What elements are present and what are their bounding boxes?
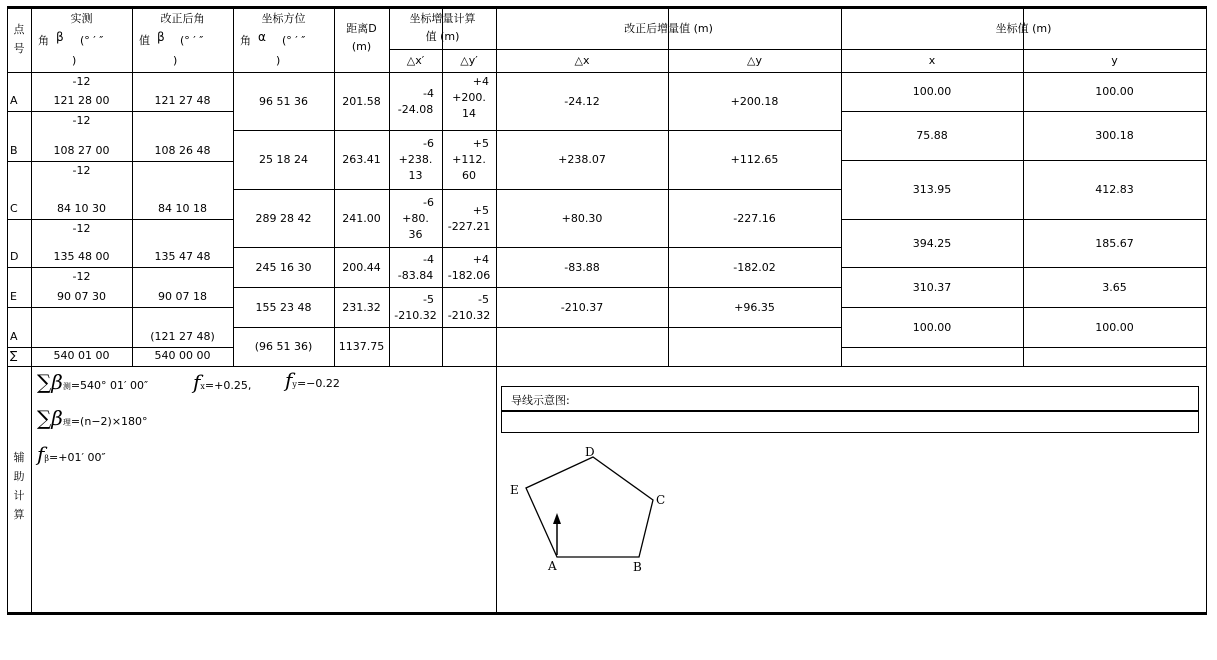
azimuth-header: 角 <box>240 34 251 47</box>
dx-prime-correction: -6 <box>423 195 434 209</box>
coordinate-x-value: 394.25 <box>912 236 952 250</box>
dy-prime-correction: +4 <box>472 252 489 266</box>
measured-angle-correction: -12 <box>72 270 91 283</box>
coordinate-x-value: 75.88 <box>916 129 948 142</box>
dy-header: △y <box>747 54 762 67</box>
coordinate-row-line <box>841 307 1206 308</box>
dx-prime-correction: -6 <box>423 137 434 150</box>
aux-calc-label: 辅助计算 <box>13 451 25 521</box>
point-label: C <box>10 202 18 215</box>
diagram-vertex-label: D <box>585 445 595 459</box>
leg-row-line <box>233 287 841 288</box>
dy-prime-value: -182.06 <box>447 268 491 282</box>
azimuth-value: 25 18 24 <box>259 153 308 166</box>
corrected-angle-value: (121 27 48) <box>150 330 215 343</box>
dy-prime-correction: +5 <box>472 203 489 217</box>
distance-value: 263.41 <box>342 153 381 166</box>
dy-prime-value: 60 <box>462 169 476 182</box>
distance-value: 201.58 <box>342 94 381 108</box>
corrected-dx-value: -210.37 <box>560 300 604 314</box>
diagram-vertex-label: A <box>548 559 557 573</box>
azimuth-header-unit: (° ′ ″ <box>282 34 306 47</box>
coordinate-row-line <box>841 160 1206 161</box>
table-left-border <box>7 6 8 615</box>
measured-angle-value: 90 07 30 <box>57 290 106 303</box>
diagram-title-box-lower <box>501 412 1199 433</box>
y-header: y <box>1111 54 1118 67</box>
distance-header: 距离D <box>346 22 377 35</box>
coordinates-header: 坐标值 (m) <box>995 22 1052 35</box>
dx-header: △x <box>574 54 590 67</box>
azimuth-value: 289 28 42 <box>255 211 312 225</box>
measured-angle-header-unit: (° ′ ″ <box>80 34 104 47</box>
measured-angle-header: 实测 <box>70 12 93 25</box>
dx-prime-value: -210.32 <box>394 308 437 322</box>
measured-angle-header-beta: β <box>56 30 64 44</box>
corrected-angle-header: 值 <box>139 34 150 47</box>
coordinate-x-value: 100.00 <box>912 320 952 334</box>
azimuth-value: (96 51 36) <box>254 340 313 353</box>
distance-value: 231.32 <box>342 300 381 314</box>
north-arrow-head <box>553 513 561 524</box>
traverse-diagram <box>496 440 696 660</box>
coordinate-row-line <box>841 267 1206 268</box>
corrected-dy-value: -182.02 <box>733 260 776 274</box>
point-label: E <box>10 290 17 303</box>
increment-calc-header: 坐标增量计算 <box>409 12 476 25</box>
point-label: A <box>10 330 18 343</box>
measured-angle-correction: -12 <box>72 222 91 235</box>
distance-value: 1137.75 <box>338 340 385 353</box>
dx-prime-correction: -5 <box>423 292 434 306</box>
dy-prime-value: -210.32 <box>447 308 491 322</box>
coordinate-x-value: 310.37 <box>912 280 952 294</box>
measured-angle-sum: 540 01 00 <box>53 349 110 362</box>
dx-prime-correction: -4 <box>423 252 434 266</box>
measured-angle-correction: -12 <box>72 114 91 127</box>
column-line <box>31 6 32 367</box>
corrected-angle-sum: 540 00 00 <box>154 349 211 362</box>
corrected-angle-value: 90 07 18 <box>158 290 207 303</box>
leg-row-line <box>233 130 841 131</box>
point-label: A <box>10 94 18 107</box>
corrected-angle-header-unit: ) <box>173 54 178 67</box>
dy-prime-value: +200. <box>452 91 486 104</box>
corrected-dx-value: +80.30 <box>561 211 603 225</box>
corrected-angle-header: 改正后角 <box>160 12 205 25</box>
leg-row-line <box>233 189 841 190</box>
corrected-angle-header-beta: β <box>157 30 165 44</box>
x-header: x <box>928 54 936 67</box>
azimuth-value: 96 51 36 <box>259 94 308 108</box>
coordinate-y-value: 412.83 <box>1095 183 1134 196</box>
coordinate-y-value: 300.18 <box>1095 129 1134 142</box>
coordinate-y-value: 100.00 <box>1095 320 1134 334</box>
measured-angle-correction: -12 <box>72 164 91 177</box>
coordinate-row-line <box>841 111 1206 112</box>
azimuth-header-unit: ) <box>276 54 281 67</box>
coordinate-row-line <box>841 347 1206 348</box>
distance-header-unit: (m) <box>351 40 372 53</box>
coordinate-row-line <box>841 219 1206 220</box>
leg-row-line <box>233 327 841 328</box>
table-section-divider <box>7 366 1206 367</box>
increment-calc-header-unit: 值 (m) <box>425 30 460 43</box>
distance-value: 241.00 <box>342 211 381 225</box>
angle-row-line <box>7 307 233 308</box>
formula-fy: fy=−0.22 <box>285 368 340 392</box>
angle-row-line <box>7 219 233 220</box>
corrected-dy-value: -227.16 <box>733 211 776 225</box>
azimuth-value: 155 23 48 <box>255 300 312 314</box>
distance-value: 200.44 <box>342 260 381 274</box>
azimuth-header: 坐标方位 <box>261 12 306 25</box>
measured-angle-header-unit: ) <box>72 54 77 67</box>
header-bottom-line <box>7 72 1206 73</box>
dx-prime-value: 36 <box>408 227 423 241</box>
corrected-angle-value: 108 26 48 <box>154 144 211 157</box>
dy-prime-header: △y′ <box>460 54 478 67</box>
dx-prime-value: -24.08 <box>397 103 434 116</box>
table-right-border <box>1206 6 1207 615</box>
diagram-title: 导线示意图: <box>511 394 570 407</box>
coordinate-y-value: 100.00 <box>1095 85 1134 98</box>
dy-prime-value: 14 <box>462 107 476 120</box>
angle-row-line <box>7 161 233 162</box>
angle-row-line <box>7 267 233 268</box>
point-label: B <box>10 144 18 157</box>
aux-label-divider <box>31 366 32 614</box>
azimuth-header-alpha: α <box>258 30 266 44</box>
corrected-angle-header-unit: (° ′ ″ <box>180 34 204 47</box>
dx-prime-value: +238. <box>398 153 433 166</box>
measured-angle-value: 121 28 00 <box>53 94 110 107</box>
measured-angle-value: 108 27 00 <box>53 144 110 157</box>
measured-angle-header: 角 <box>38 34 49 47</box>
corrected-angle-value: 135 47 48 <box>154 250 211 263</box>
diagram-vertex-label: C <box>656 493 666 507</box>
dy-prime-correction: -5 <box>478 292 489 306</box>
dy-prime-value: +112. <box>452 153 486 166</box>
dy-prime-correction: +5 <box>472 137 489 150</box>
point-label: D <box>10 250 19 263</box>
corrected-increment-header: 改正后增量值 (m) <box>624 22 713 35</box>
coordinate-y-value: 3.65 <box>1102 280 1127 294</box>
corrected-dy-value: +112.65 <box>730 153 779 166</box>
coordinate-x-value: 100.00 <box>912 85 952 98</box>
coordinate-x-value: 313.95 <box>912 183 952 196</box>
formula-f-beta: fβ=+01′ 00″ <box>37 442 106 466</box>
table-top-border <box>7 6 1206 9</box>
point-header: 点号 <box>13 23 25 55</box>
measured-angle-correction: -12 <box>72 75 91 88</box>
formula-sum-beta-theory: ∑β理=(n−2)×180° <box>37 406 148 430</box>
dx-prime-correction: -4 <box>423 87 434 100</box>
corrected-angle-value: 121 27 48 <box>154 94 211 107</box>
angle-row-line <box>7 111 233 112</box>
corrected-dy-value: +200.18 <box>730 94 779 108</box>
traverse-polygon <box>526 457 653 557</box>
dx-prime-header: △x′ <box>406 54 425 67</box>
diagram-vertex-label: B <box>633 560 642 574</box>
corrected-dx-value: -83.88 <box>564 260 600 274</box>
measured-angle-value: 135 48 00 <box>53 250 110 263</box>
azimuth-value: 245 16 30 <box>255 260 312 274</box>
diagram-vertex-label: E <box>510 483 519 497</box>
dy-prime-correction: +4 <box>472 75 489 88</box>
measured-angle-value: 84 10 30 <box>57 202 106 215</box>
corrected-dx-value: -24.12 <box>564 94 600 108</box>
column-line <box>132 6 133 367</box>
corrected-angle-value: 84 10 18 <box>158 202 207 215</box>
formula-fx: fx=+0.25, <box>193 370 252 394</box>
corrected-dx-value: +238.07 <box>558 153 606 166</box>
point-label: ∑ <box>10 349 18 362</box>
leg-row-line <box>233 247 841 248</box>
coordinate-y-value: 185.67 <box>1095 236 1134 250</box>
angle-row-line <box>7 347 233 348</box>
formula-sum-beta-measured: ∑β测=540° 01′ 00″ <box>37 370 149 394</box>
corrected-dy-value: +96.35 <box>734 300 775 314</box>
dy-prime-value: -227.21 <box>447 219 491 233</box>
dx-prime-value: 13 <box>408 169 423 182</box>
dx-prime-value: -83.84 <box>397 268 434 282</box>
dx-prime-value: +80. <box>402 211 429 225</box>
